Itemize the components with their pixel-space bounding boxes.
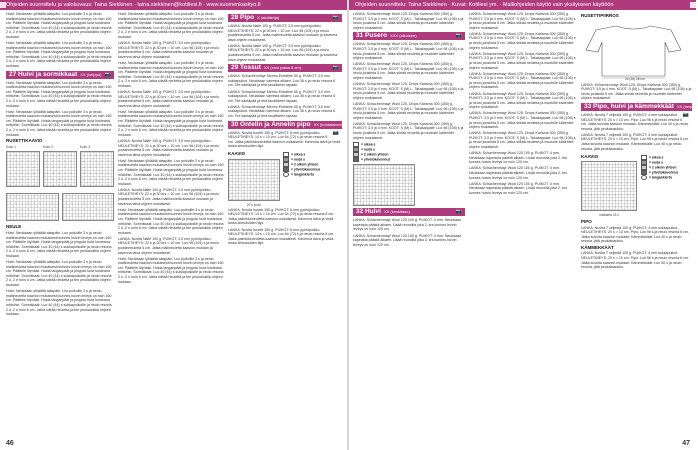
chart-legend [283,152,342,177]
body-text: LANKA: Novita Nalle 100 g. PUIKOT: 3,5 mm pyöröpuikko. NEULETIHEYS: 22 s ja 30 krs = 10 cm. Luo 96 (104) s ja neulo joustinneuletta 5 cm. Jatka mallineuletta kaavion mukaan ja kavenna latva ohjeen mukaisesti. [118,41,219,59]
legend-item: = nurja s [353,147,465,152]
legend-item: = oikea s [283,152,342,157]
legend-item: = nurja s [641,160,692,165]
body-text: LANKA: Novita Isoveli 150 g. PUIKOT: 6 mm pyöröpuikko. NEULETIHEYS: 14 s = 10 cm. Luo 64 (72) s ja neulo resoria 8 cm. Jatka palmikkoneuletta kaavion mukaisesti. Kavenna latva ja vedä lanka silmukoiden läpi. [228,207,335,226]
diagram-heading: RUSETTIKAAVIO [6,138,43,144]
camera-icon: 📷 [332,65,339,72]
size-label: Koko 3 [80,144,90,149]
legend-item: = langankierto [641,175,692,180]
body-text: Huivi: Neulotaan ylhäältä alaspäin. Luo puikoille 3 s ja neulo mallineuletta kaavion mukaisesti kunnes huivin leveys on noin 160 cm. Päättele löyhästi. Hoida langanpäät ja pingota huivi kosteana mittoihin. Sormikkaat: Luo 40 (44) s sukkapuikoille ja neulo resoria 2 o, 2 n noin 6 cm. Jatka sileää neuletta ja tee peukalokiila ohjeen mukaan. [6,41,112,69]
body-text: Huivi: Neulotaan ylhäältä alaspäin. Luo puikoille 3 s ja neulo mallineuletta kaavion mukaisesti kunnes huivin leveys on noin 160 cm. Päättele löyhästi. Hoida langanpäät ja pingota huivi kosteana mittoihin. Sormikkaat: Luo 40 (44) s sukkapuikoille ja neulo resoria 2 o, 2 n noin 6 cm. Jatka sileää neuletta ja tee peukalokiila ohjeen mukaan. [118,158,224,186]
legend-item: = langankierto [283,172,342,177]
section-subheading: PIPO [581,218,592,224]
body-text: LANKA: Novita Nalle 100 g. PUIKOT: 3,5 mm pyöröpuikko. NEULETIHEYS: 22 s ja 30 krs = 10 cm. Luo 96 (104) s ja neulo joustinneuletta 5 cm. Jatka mallineuletta kaavion mukaan ja kavenna latva ohjeen mukaisesti. [228,24,338,42]
body-text: LANKA: Schachenmayr Wool 125, Drops Karisma 300 (350) g. PUIKOT: 3,5 ja 4 mm. KOOT: S (M) L. Takakappale: Luo 98 (106) s ja neulo joustinta 5 cm. Jatka sileää neuletta ja muotoile kädentiet ohjeen mukaisesti. [353,42,464,61]
body-text: Huivi: Neulotaan ylhäältä alaspäin. Luo puikoille 3 s ja neulo mallineuletta kaavion mukaisesti kunnes huivin leveys on noin 160 cm. Päättele löyhästi. Hoida langanpäät ja pingota huivi kosteana mittoihin. Sormikkaat: Luo 40 (44) s sukkapuikoille ja neulo resoria 2 o, 2 n noin 6 cm. Jatka sileää neuletta ja tee peukalokiila ohjeen mukaan. [118,207,224,235]
diagram-heading: RUSETTIPIIRROS [581,13,619,18]
size-label: Koko 1 [6,144,16,149]
left-column-1 [6,12,114,440]
body-text: Huivi: Neulotaan ylhäältä alaspäin. Luo puikoille 3 s ja neulo mallineuletta kaavion mukaisesti kunnes huivin leveys on noin 160 cm. Päättele löyhästi. Hoida langanpäät ja pingota huivi kosteana mittoihin. Sormikkaat: Luo 40 (44) s sukkapuikoille ja neulo resoria 2 o, 2 n noin 6 cm. Jatka sileää neuletta ja tee peukalokiila ohjeen mukaan. [6,109,112,137]
camera-icon: 📷 [682,111,689,118]
body-text: LANKA: Schachenmayr Wool 125, Drops Karisma 300 (350) g. PUIKOT: 3,5 ja 4 mm. KOOT: S (M) L. Takakappale: Luo 98 (106) s ja neulo joustinta 5 cm. Jatka sileää neuletta ja muotoile kädentiet ohjeen mukaisesti. [469,12,576,30]
repeat-label: 20 s kuvio [246,203,262,208]
body-text: Huivi: Neulotaan ylhäältä alaspäin. Luo puikoille 3 s ja neulo mallineuletta kaavion mukaisesti kunnes huivin leveys on noin 160 cm. Päättele löyhästi. Hoida langanpäät ja pingota huivi kosteana mittoihin. Sormikkaat: Luo 40 (44) s sukkapuikoille ja neulo resoria 2 o, 2 n noin 6 cm. Jatka sileää neuletta ja tee peukalokiila ohjeen mukaan. [6,80,112,108]
right-column-3 [581,12,698,440]
section-29-title: 29 Tossut XX (ensi palaa 8 cm) 📷 [228,64,342,72]
camera-icon: 📷 [332,129,339,136]
legend-item: = oikea s [353,142,465,147]
body-text: LANKA: Novita Nalle 100 g. PUIKOT: 3,5 mm pyöröpuikko. NEULETIHEYS: 22 s ja 30 krs = 10 cm. Luo 96 (104) s ja neulo joustinneuletta 5 cm. Jatka mallineuletta kaavion mukaan ja kavenna latva ohjeen mukaisesti. [118,187,219,206]
size-label: Koko 2 [43,144,53,149]
body-text: LANKA: Novita Nalle 100 g. PUIKOT: 3,5 mm pyöröpuikko. NEULETIHEYS: 22 s ja 30 krs = 10 cm. Luo 96 (104) s ja neulo joustinneuletta 5 cm. Jatka mallineuletta kaavion mukaan ja kavenna latva ohjeen mukaisesti. [118,90,219,108]
header-band-right [349,0,696,10]
legend-item: = nurja s [283,157,342,162]
body-text: LANKA: Schachenmayr Wool 125, Drops Karisma 300 (350) g. PUIKOT: 3,5 ja 4 mm. KOOT: S (M) L. Takakappale: Luo 98 (106) s ja neulo joustinta 5 cm. Jatka sileää neuletta ja muotoile kädentiet ohjeen mukaisesti. [353,12,464,30]
right-column-2 [469,12,577,440]
body-text: LANKA: Novita Nalle 100 g. PUIKOT: 3,5 mm pyöröpuikko. NEULETIHEYS: 22 s ja 30 krs = 10 cm. Luo 96 (104) s ja neulo joustinneuletta 5 cm. Jatka mallineuletta kaavion mukaan ja kavenna latva ohjeen mukaisesti. [118,236,219,255]
legend-item: = oikea s [641,155,692,160]
legend-item: = ylivetokavennus [283,167,342,172]
body-text: LANKA: Schachenmayr Wool 125, Drops Karisma 300 (350) g. PUIKOT: 3,5 ja 4 mm. KOOT: S (M) L. Takakappale: Luo 98 (106) s ja neulo joustinta 5 cm. Jatka sileää neuletta ja muotoile kädentiet ohjeen mukaisesti. [469,51,576,70]
body-text: LANKA: Novita 7 veljestä 100 g. PUIKOT: 4 mm sukkapuikot. NEULETIHEYS: 20 s = 10 cm. Pipo: Luo 96 s ja neulo resoria 6 cm. Jatka kuviota kaavion mukaan. Kämmekkäät: Luo 40 s ja neulo resoria, jätä peukaloaukko. [581,132,689,151]
chart-grid [6,193,59,221]
body-text: LANKA: Schachenmayr Wool 125, Drops Karisma 300 (350) g. PUIKOT: 3,5 ja 4 mm. KOOT: S (M) L. Takakappale: Luo 98 (106) s ja neulo joustinta 5 cm. Jatka sileää neuletta ja muotoile kädentiet ohjeen mukaisesti. [353,102,464,120]
page-number-right: 47 [682,440,690,447]
body-text: LANKA: Schachenmayr Wool 125 100 g. PUIKOT: 4 mm. Neulotaan kapeasta päästä alkaen. Lisää reunoilla joka 2. krs kunnes huivin leveys on noin 120 cm. [353,233,462,247]
body-text: LANKA: Novita Nalle 100 g. PUIKOT: 3,5 mm pyöröpuikko. NEULETIHEYS: 22 s ja 30 krs = 10 cm. Luo 96 (104) s ja neulo joustinneuletta 5 cm. Jatka mallineuletta kaavion mukaan ja kavenna latva ohjeen mukaisesti. [228,43,338,62]
chart-grid [353,164,415,206]
corner-marker [690,2,696,8]
width-dimension: 24 (26) 28 cm [625,76,645,81]
section-27-title: 27 Huivi ja sormikkaat XX (helppo) 📷 [6,71,114,79]
header-band-left [0,0,347,10]
body-text: LANKA: Schachenmayr Wool 125, Drops Karisma 300 (350) g. PUIKOT: 3,5 ja 4 mm. KOOT: S (M) L. Takakappale: Luo 98 (106) s ja neulo joustinta 5 cm. Jatka sileää neuletta ja muotoile kädentiet ohjeen mukaisesti. [581,82,692,101]
sweater-schematic [581,22,692,80]
body-text: LANKA: Schachenmayr Wool 125, Drops Karisma 300 (350) g. PUIKOT: 3,5 ja 4 mm. KOOT: S (M) L. Takakappale: Luo 98 (106) s ja neulo joustinta 5 cm. Jatka sileää neuletta ja muotoile kädentiet ohjeen mukaisesti. [469,131,576,150]
section-30-title: 30 Ontelin ja Annelin pipo XX (kohtalainen) 📷 [228,121,342,129]
body-text: LANKA: Schachenmayr Merino Extrafine 50 g. PUIKOT: 3,5 mm sukkapuikot. Neulotaan varresta alkaen. Luo 36 s ja neulo resoria 6 cm. Tee kantapää ja terä tavalliseen tapaan. [228,74,336,88]
body-text: Huivi: Neulotaan ylhäältä alaspäin. Luo puikoille 3 s ja neulo mallineuletta kaavion mukaisesti kunnes huivin leveys on noin 160 cm. Päättele löyhästi. Hoida langanpäät ja pingota huivi kosteana mittoihin. Sormikkaat: Luo 40 (44) s sukkapuikoille ja neulo resoria 2 o, 2 n noin 6 cm. Jatka sileää neuletta ja tee peukalokiila ohjeen mukaan. [6,289,112,317]
body-text: LANKA: Schachenmayr Wool 125 100 g. PUIKOT: 4 mm. Neulotaan kapeasta päästä alkaen. Lisää reunoilla joka 2. krs kunnes huivin leveys on noin 120 cm. [469,181,567,195]
body-text: Huivi: Neulotaan ylhäältä alaspäin. Luo puikoille 3 s ja neulo mallineuletta kaavion mukaisesti kunnes huivin leveys on noin 160 cm. Päättele löyhästi. Hoida langanpäät ja pingota huivi kosteana mittoihin. Sormikkaat: Luo 40 (44) s sukkapuikoille ja neulo resoria 2 o, 2 n noin 6 cm. Jatka sileää neuletta ja tee peukalokiila ohjeen mukaan. [118,12,224,39]
section-33-title: 33 Pipo, huivi ja kämmekkäät XX (helppo) 📷 [581,103,692,111]
camera-icon: 📷 [104,71,111,78]
body-text: LANKA: Novita Nalle 100 g. PUIKOT: 3,5 mm pyöröpuikko. NEULETIHEYS: 22 s ja 30 krs = 10 cm. Luo 96 (104) s ja neulo joustinneuletta 5 cm. Jatka mallineuletta kaavion mukaan ja kavenna latva ohjeen mukaisesti. [118,138,219,157]
body-text: LANKA: Novita Isoveli 150 g. PUIKOT: 6 mm pyöröpuikko. NEULETIHEYS: 14 s = 10 cm. Luo 64 (72) s ja neulo resoria 8 cm. Jatka palmikkoneuletta kaavion mukaisesti. Kavenna latva ja vedä lanka silmukoiden läpi. [228,227,335,246]
body-text: Huivi: Neulotaan ylhäältä alaspäin. Luo puikoille 3 s ja neulo mallineuletta kaavion mukaisesti kunnes huivin leveys on noin 160 cm. Päättele löyhästi. Hoida langanpäät ja pingota huivi kosteana mittoihin. Sormikkaat: Luo 40 (44) s sukkapuikoille ja neulo resoria 2 o, 2 n noin 6 cm. Jatka sileää neuletta ja tee peukalokiila ohjeen mukaan. [118,60,224,88]
corner-marker [0,2,6,8]
chart-grid [80,151,114,187]
legend-item: = 2 oikein yhteen [641,165,692,170]
body-text: LANKA: Schachenmayr Wool 125, Drops Karisma 300 (350) g. PUIKOT: 3,5 ja 4 mm. KOOT: S (M) L. Takakappale: Luo 98 (106) s ja neulo joustinta 5 cm. Jatka sileää neuletta ja muotoile kädentiet ohjeen mukaisesti. [469,91,576,110]
body-text: LANKA: Schachenmayr Wool 125, Drops Karisma 300 (350) g. PUIKOT: 3,5 ja 4 mm. KOOT: S (M) L. Takakappale: Luo 98 (106) s ja neulo joustinta 5 cm. Jatka sileää neuletta ja muotoile kädentiet ohjeen mukaisesti. [353,121,464,140]
section-31-title: 31 Pusero XXX (aikuisen) 📷 [353,32,465,40]
body-text: LANKA: Novita Isoveli 150 g. PUIKOT: 6 mm pyöröpuikko. NEULETIHEYS: 14 s = 10 cm. Luo 64 (72) s ja neulo resoria 8 cm. Jatka palmikkoneuletta kaavion mukaisesti. Kavenna latva ja vedä lanka silmukoiden läpi. [228,130,341,149]
chart-legend [641,155,692,180]
body-text: LANKA: Schachenmayr Wool 125, Drops Karisma 300 (350) g. PUIKOT: 3,5 ja 4 mm. KOOT: S (M) L. Takakappale: Luo 98 (106) s ja neulo joustinta 5 cm. Jatka sileää neuletta ja muotoile kädentiet ohjeen mukaisesti. [469,111,576,130]
body-text: LANKA: Schachenmayr Wool 125 100 g. PUIKOT: 4 mm. Neulotaan kapeasta päästä alkaen. Lisää reunoilla joka 2. krs kunnes huivin leveys on noin 120 cm. [353,218,462,232]
body-text: LANKA: Schachenmayr Wool 125 100 g. PUIKOT: 4 mm. Neulotaan kapeasta päästä alkaen. Lisää reunoilla joka 2. krs kunnes huivin leveys on noin 120 cm. [469,166,567,180]
body-text: Huivi: Neulotaan ylhäältä alaspäin. Luo puikoille 3 s ja neulo mallineuletta kaavion mukaisesti kunnes huivin leveys on noin 160 cm. Päättele löyhästi. Hoida langanpäät ja pingota huivi kosteana mittoihin. Sormikkaat: Luo 40 (44) s sukkapuikoille ja neulo resoria 2 o, 2 n noin 6 cm. Jatka sileää neuletta ja tee peukalokiila ohjeen mukaan. [6,231,112,258]
chart-grid [43,151,77,187]
legend-item: = ylivetokavennus [353,157,465,162]
repeat-label: malliaeta 16 s [599,213,619,218]
section-subheading: NEULE [6,224,22,230]
right-column-1 [353,12,465,440]
left-column-3 [228,12,342,440]
body-text: LANKA: Schachenmayr Wool 125 100 g. PUIKOT: 4 mm. Neulotaan kapeasta päästä alkaen. Lisää reunoilla joka 2. krs kunnes huivin leveys on noin 120 cm. [469,151,567,165]
body-text: LANKA: Novita 7 veljestä 100 g. PUIKOT: 4 mm sukkapuikot. NEULETIHEYS: 20 s = 10 cm. Pipo: Luo 96 s ja neulo resoria 6 cm. Jatka kuviota kaavion mukaan. Kämmekkäät: Luo 40 s ja neulo resoria, jätä peukaloaukko. [581,112,689,131]
camera-icon: 📷 [332,15,339,21]
body-text: LANKA: Schachenmayr Wool 125, Drops Karisma 300 (350) g. PUIKOT: 3,5 ja 4 mm. KOOT: S (M) L. Takakappale: Luo 98 (106) s ja neulo joustinta 5 cm. Jatka sileää neuletta ja muotoile kädentiet ohjeen mukaisesti. [353,82,464,100]
body-text: Huivi: Neulotaan ylhäältä alaspäin. Luo puikoille 3 s ja neulo mallineuletta kaavion mukaisesti kunnes huivin leveys on noin 160 cm. Päättele löyhästi. Hoida langanpäät ja pingota huivi kosteana mittoihin. Sormikkaat: Luo 40 (44) s sukkapuikoille ja neulo resoria 2 o, 2 n noin 6 cm. Jatka sileää neuletta ja tee peukalokiila ohjeen mukaan. [6,12,112,39]
left-page [0,0,347,450]
body-text: Huivi: Neulotaan ylhäältä alaspäin. Luo puikoille 3 s ja neulo mallineuletta kaavion mukaisesti kunnes huivin leveys on noin 160 cm. Päättele löyhästi. Hoida langanpäät ja pingota huivi kosteana mittoihin. Sormikkaat: Luo 40 (44) s sukkapuikoille ja neulo resoria 2 o, 2 n noin 6 cm. Jatka sileää neuletta ja tee peukalokiila ohjeen mukaan. [118,109,224,137]
camera-icon: 📷 [455,33,462,40]
legend-item: = 2 oikein yhteen [353,152,465,157]
section-32-title: 32 Huivi XX (keskitaso) 📷 [353,208,465,216]
header-right-text: Ohjeiden suunnittelu: Taina Siekkinen · Kuvat: Kotiliesi ym. · Malliohjeiden käyttö vain yksityiseen käyttöön [355,2,614,8]
body-text: Huivi: Neulotaan ylhäältä alaspäin. Luo puikoille 3 s ja neulo mallineuletta kaavion mukaisesti kunnes huivin leveys on noin 160 cm. Päättele löyhästi. Hoida langanpäät ja pingota huivi kosteana mittoihin. Sormikkaat: Luo 40 (44) s sukkapuikoille ja neulo resoria 2 o, 2 n noin 6 cm. Jatka sileää neuletta ja tee peukalokiila ohjeen mukaan. [118,256,224,284]
legend-item: = ylivetokavennus [641,170,692,175]
diagram-heading: KAAVIO [581,153,599,159]
page-number-left: 46 [6,440,14,447]
left-column-2 [118,12,224,440]
right-page [349,0,696,450]
body-text: Huivi: Neulotaan ylhäältä alaspäin. Luo puikoille 3 s ja neulo mallineuletta kaavion mukaisesti kunnes huivin leveys on noin 160 cm. Päättele löyhästi. Hoida langanpäät ja pingota huivi kosteana mittoihin. Sormikkaat: Luo 40 (44) s sukkapuikoille ja neulo resoria 2 o, 2 n noin 6 cm. Jatka sileää neuletta ja tee peukalokiila ohjeen mukaan. [6,260,112,288]
header-left-text: Ohjeiden suunnittelu ja valokuvaus: Taina Siekkinen · taina.siekkinen@kotiliesi.fi · www.suomenkasityo.fi [6,2,261,8]
chart-grid [581,161,637,211]
body-text: LANKA: Schachenmayr Merino Extrafine 50 g. PUIKOT: 3,5 mm sukkapuikot. Neulotaan varresta alkaen. Luo 36 s ja neulo resoria 6 cm. Tee kantapää ja terä tavalliseen tapaan. [228,104,336,118]
body-text: LANKA: Novita 7 veljestä 100 g. PUIKOT: 4 mm sukkapuikot. NEULETIHEYS: 20 s = 10 cm. Pipo: Luo 96 s ja neulo resoria 6 cm. Jatka kuviota kaavion mukaan. Kämmekkäät: Luo 40 s ja neulo resoria, jätä peukaloaukko. [581,251,689,270]
chart-legend [353,142,465,162]
camera-icon: 📷 [455,209,462,216]
diagram-heading: KAAVIO [228,151,246,157]
chart-grid [6,151,40,187]
chart-grid [228,159,280,201]
body-text: LANKA: Schachenmayr Wool 125, Drops Karisma 300 (350) g. PUIKOT: 3,5 ja 4 mm. KOOT: S (M) L. Takakappale: Luo 98 (106) s ja neulo joustinta 5 cm. Jatka sileää neuletta ja muotoile kädentiet ohjeen mukaisesti. [469,31,576,50]
body-text: LANKA: Schachenmayr Wool 125, Drops Karisma 300 (350) g. PUIKOT: 3,5 ja 4 mm. KOOT: S (M) L. Takakappale: Luo 98 (106) s ja neulo joustinta 5 cm. Jatka sileää neuletta ja muotoile kädentiet ohjeen mukaisesti. [469,71,576,90]
legend-item: = 2 oikein yhteen [283,162,342,167]
body-text: LANKA: Novita 7 veljestä 100 g. PUIKOT: 4 mm sukkapuikot. NEULETIHEYS: 20 s = 10 cm. Pipo: Luo 96 s ja neulo resoria 6 cm. Jatka kuviota kaavion mukaan. Kämmekkäät: Luo 40 s ja neulo resoria, jätä peukaloaukko. [581,225,689,244]
body-text: LANKA: Schachenmayr Wool 125, Drops Karisma 300 (350) g. PUIKOT: 3,5 ja 4 mm. KOOT: S (M) L. Takakappale: Luo 98 (106) s ja neulo joustinta 5 cm. Jatka sileää neuletta ja muotoile kädentiet ohjeen mukaisesti. [353,62,464,81]
chart-grid [62,193,115,221]
section-28-title: 28 Pipo X (aloittelija) 📷 [228,14,342,22]
body-text: LANKA: Schachenmayr Merino Extrafine 50 g. PUIKOT: 3,5 mm sukkapuikot. Neulotaan varresta alkaen. Luo 36 s ja neulo resoria 6 cm. Tee kantapää ja terä tavalliseen tapaan. [228,89,336,103]
section-subheading: KÄMMEKKÄÄT [581,244,614,250]
size-charts [6,145,114,190]
